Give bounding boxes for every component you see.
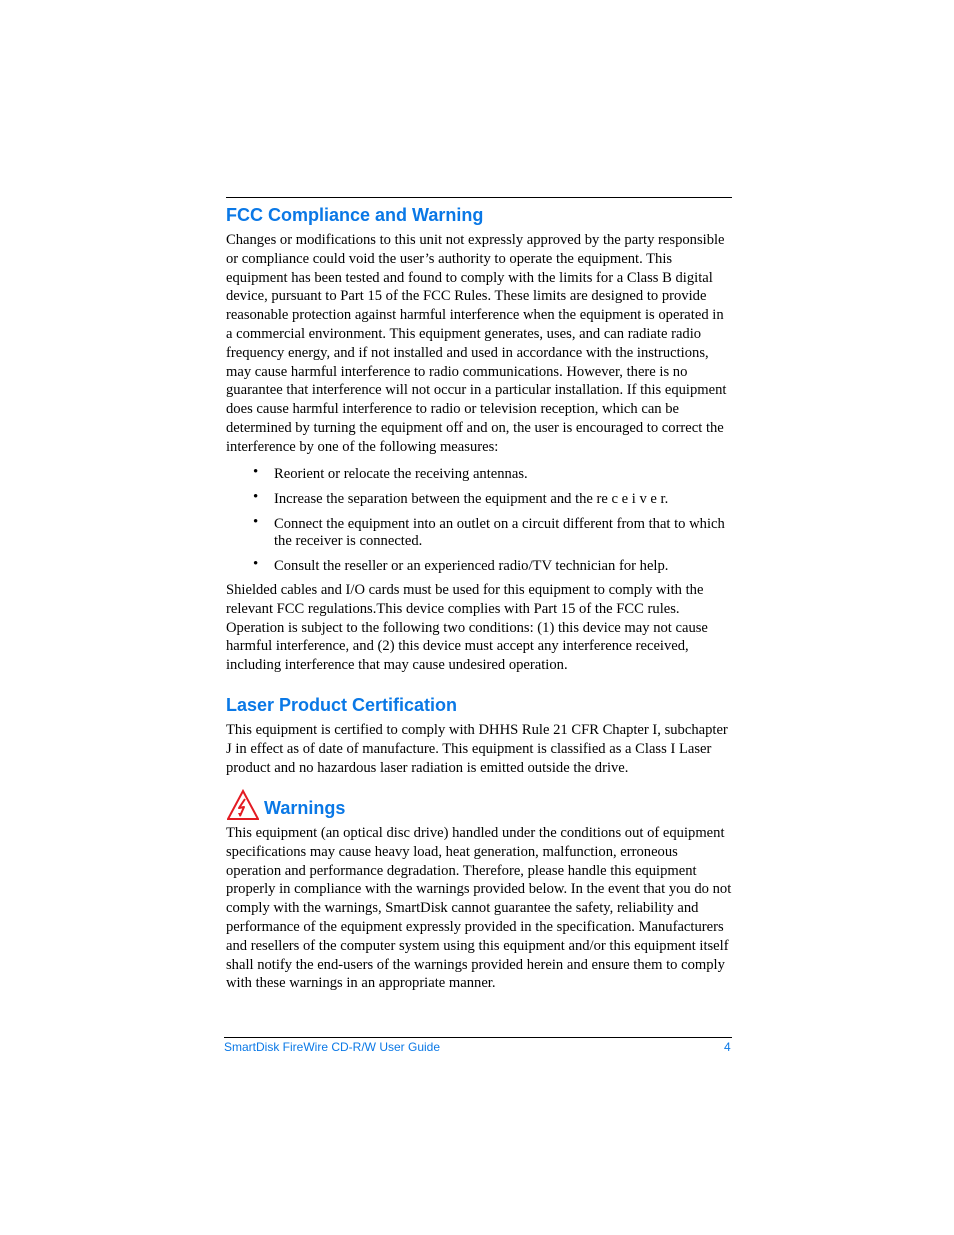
top-rule bbox=[226, 197, 732, 198]
fcc-heading: FCC Compliance and Warning bbox=[226, 205, 484, 225]
list-item: • Consult the reseller or an experienced radio/TV technician for help. bbox=[253, 555, 669, 574]
footer-guide-title: SmartDisk FireWire CD-R/W User Guide bbox=[224, 1040, 441, 1054]
list-item: • Increase the separation between the equipment and the re c e i v e r. bbox=[253, 489, 669, 507]
page-number: 4 bbox=[724, 1040, 731, 1054]
fcc-closing-paragraph: Shielded cables and I/O cards must be used for this equipment to comply with the relevant FCC regulations.This device complies with Part 15 of the FCC rules. Operation is subject to the following two conditions: (1) this device may not cause harmful interference, and (2) this device must accept any interference received, including interference that may cause undesired operation. bbox=[226, 582, 708, 674]
bullet-icon: • bbox=[253, 464, 259, 480]
fcc-intro-paragraph: Changes or modifications to this unit not expressly approved by the party responsible or compliance could void the user’s authority to operate the equipment. This equipment has been tested and found to comply with the limits for a Class B digital device, pursuant to Part 15 of the FCC Rules. These limits are designed to provide reasonable protection against harmful interference when the equipment is operated in a commercial environment. This equipment generates, uses, and can radiate radio frequency energy, and if not installed and used in accordance with the instructions, may cause harmful interference to radio communications. However, there is no guarantee that interference will not occur in a particular installation. If this equipment does cause harmful interference to radio or television reception, which can be determined by turning the equipment off and on, the user is encouraged to correct the interference by one of the following measures: bbox=[226, 232, 727, 455]
electrical-hazard-icon bbox=[227, 789, 259, 821]
list-item: • Reorient or relocate the receiving antennas. bbox=[253, 464, 528, 482]
laser-paragraph: This equipment is certified to comply with DHHS Rule 21 CFR Chapter I, subchapter J in effect as of date of manufacture. This equipment is classified as a Class I Laser product and no hazardous laser radiation is emitted outside the drive. bbox=[226, 722, 728, 776]
warnings-heading: Warnings bbox=[264, 798, 346, 818]
bullet-icon: • bbox=[253, 555, 259, 572]
bullet-icon: • bbox=[253, 514, 259, 530]
list-item: • Connect the equipment into an outlet on a circuit different from that to which the receiver is connected. bbox=[253, 514, 725, 549]
warnings-paragraph: This equipment (an optical disc drive) handled under the conditions out of equipment specifications may cause heavy load, heat generation, malfunction, erroneous operation and performance degradation. Therefore, please handle this equipment properly in compliance with the warnings provided below. In the event that you do not comply with the warnings, SmartDisk cannot guarantee the safety, reliability and performance of the equipment expressly provided in the specification. Manufacturers and resellers of the computer system using this equipment and/or this equipment itself shall notify the end-users of the warnings provided herein and ensure them to comply with these warnings in an appropriate manner. bbox=[226, 825, 732, 992]
fcc-measures-list bbox=[226, 466, 732, 583]
bullet-icon: • bbox=[253, 489, 259, 505]
laser-heading: Laser Product Certification bbox=[226, 695, 458, 715]
footer-rule bbox=[224, 1037, 732, 1038]
